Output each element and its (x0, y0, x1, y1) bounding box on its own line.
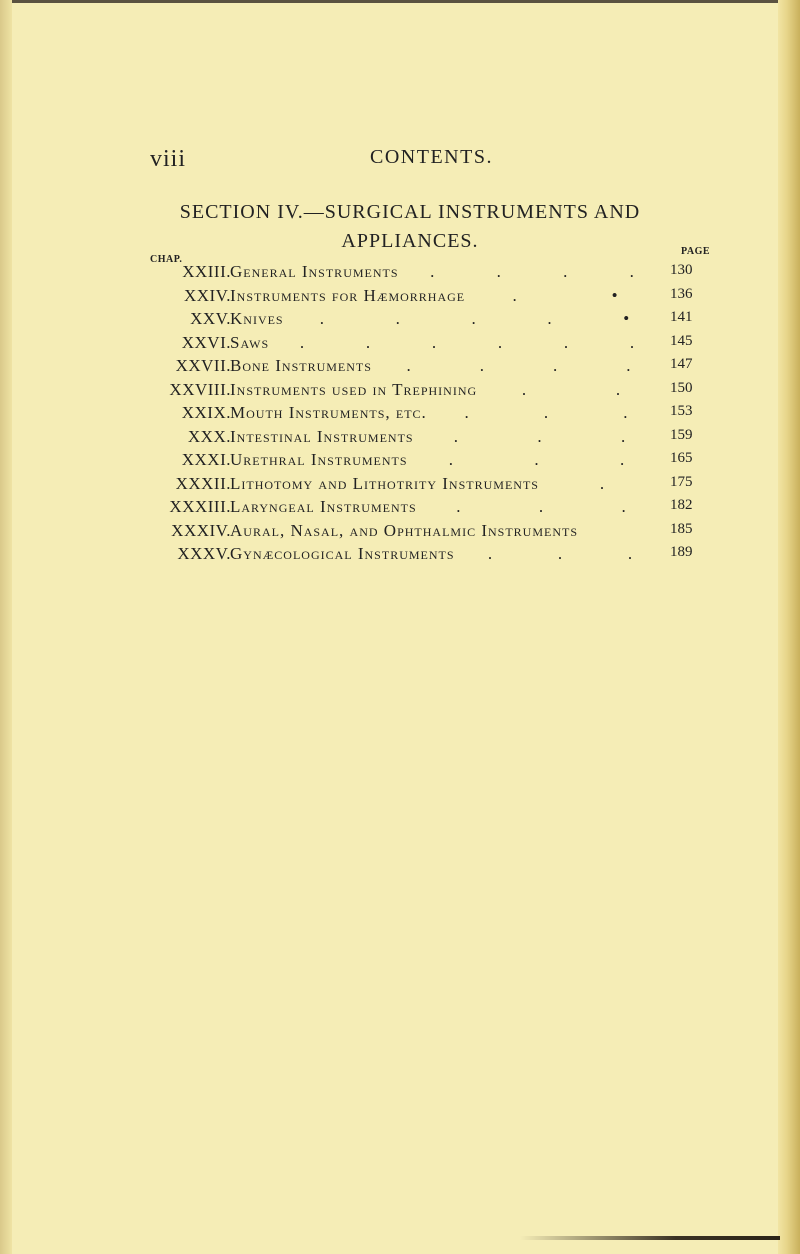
toc-entry (140, 403, 700, 427)
leader-dot: . (453, 426, 458, 446)
leader-dot: . (456, 497, 461, 516)
chap-column-header: CHAP. (150, 254, 183, 265)
page-number: 136 (670, 285, 693, 302)
leader-dot: . (319, 309, 325, 328)
section-title (140, 198, 680, 256)
leader-dot: • (623, 309, 630, 328)
leader-dot: . (487, 544, 493, 563)
leader-dot: • (611, 285, 618, 305)
dot-leaders (455, 544, 665, 564)
leader-dot: . (464, 403, 469, 422)
leader-dot: . (627, 544, 633, 563)
leader-dot: . (537, 426, 542, 446)
toc-entry (140, 544, 700, 568)
dot-leaders (269, 333, 665, 353)
chapter-number: XXIX. (181, 403, 231, 422)
dot-leaders (372, 356, 665, 376)
leader-dot: . (406, 356, 411, 375)
toc-entry (140, 333, 700, 357)
chapter-title: Bone Instruments (230, 356, 372, 375)
toc-entry (140, 380, 700, 404)
leader-dot: . (557, 544, 563, 563)
chapter-title: Instruments used in Trephining (230, 379, 478, 399)
leader-dot: . (431, 332, 437, 352)
leader-dot: . (543, 403, 549, 422)
page-number: 185 (670, 520, 693, 537)
toc-entry (140, 450, 700, 474)
page-column-header: PAGE (681, 246, 711, 257)
page-number: 145 (670, 332, 693, 349)
leader-dot: . (563, 332, 569, 352)
leader-dot: . (448, 450, 453, 469)
leader-dot: . (599, 473, 605, 493)
leader-dot: . (497, 332, 503, 352)
page-number: 182 (670, 497, 693, 513)
chapter-title: Mouth Instruments, etc. (230, 403, 427, 422)
chapter-title: Aural, Nasal, and Ophthalmic Instruments (230, 520, 579, 540)
leader-dot: . (553, 356, 558, 375)
dot-leaders (477, 380, 665, 400)
page-number: 150 (670, 379, 693, 396)
page-number: 147 (670, 356, 693, 372)
leader-dot: . (471, 309, 476, 328)
chapter-number: XXXII. (175, 473, 231, 493)
chapter-number: XXVII. (175, 356, 231, 375)
toc-entry (140, 356, 700, 380)
leader-dot: . (496, 262, 501, 281)
page-number: 165 (670, 450, 693, 466)
dot-leaders (427, 403, 665, 423)
chapter-number: XXXI. (181, 450, 231, 469)
dot-leaders (408, 450, 665, 470)
chapter-title: Laryngeal Instruments (230, 497, 417, 516)
page-number: 130 (670, 262, 693, 278)
chapter-number: XXVI. (181, 332, 231, 352)
page-number: 153 (670, 403, 693, 419)
leader-dot: . (623, 403, 628, 422)
chapter-number: XXIII. (182, 262, 231, 281)
leader-dot: . (479, 356, 484, 375)
chapter-number: XXVIII. (169, 379, 231, 399)
chapter-number: XXXIV. (171, 520, 231, 540)
dot-leaders (414, 427, 665, 447)
leader-dot: . (626, 356, 631, 375)
toc-entry (140, 521, 700, 545)
section-title-line-2: APPLIANCES. (341, 230, 479, 252)
page-number: 159 (670, 426, 693, 443)
page-left-edge (0, 0, 12, 1254)
leader-dot: . (521, 379, 527, 399)
chapter-title: Lithotomy and Lithotrity Instruments (230, 473, 539, 493)
running-title: CONTENTS. (370, 146, 493, 168)
leader-dot: . (620, 450, 625, 469)
chapter-title: General Instruments (230, 262, 399, 281)
leader-dot: . (547, 309, 552, 328)
leader-dot: . (534, 450, 539, 469)
page-bottom-shadow (520, 1236, 780, 1240)
page-number: 141 (670, 309, 693, 325)
page-top-edge (0, 0, 800, 3)
chapter-number: XXX. (187, 426, 231, 446)
section-title-line-1: SECTION IV.—SURGICAL INSTRUMENTS AND (179, 201, 641, 223)
leader-dot: . (629, 262, 634, 281)
leader-dot: . (615, 379, 621, 399)
dot-leaders (417, 497, 665, 517)
dot-leaders (284, 309, 665, 329)
page-number: 189 (670, 544, 693, 560)
toc-entry (140, 497, 700, 521)
running-head (150, 146, 710, 176)
chapter-title: Intestinal Instruments (230, 426, 414, 446)
leader-dot: . (621, 426, 626, 446)
page-folio: viii (150, 146, 187, 172)
chapter-number: XXIV. (183, 285, 231, 305)
chapter-title: Knives (230, 309, 284, 328)
toc-entry (140, 262, 700, 286)
dot-leaders (399, 262, 665, 282)
leader-dot: . (299, 332, 305, 352)
page-number: 175 (670, 473, 693, 490)
toc-entry (140, 427, 700, 451)
toc-entry (140, 309, 700, 333)
page-right-edge (778, 0, 800, 1254)
leader-dot: . (538, 497, 544, 516)
chapter-number: XXXV. (177, 544, 231, 563)
dot-leaders (465, 286, 665, 306)
chapter-title: Urethral Instruments (230, 450, 408, 469)
leader-dot: . (430, 262, 435, 281)
toc-entry (140, 286, 700, 310)
table-of-contents (140, 262, 700, 568)
leader-dot: . (621, 497, 626, 516)
leader-dot: . (365, 332, 371, 352)
chapter-number: XXV. (190, 309, 231, 328)
chapter-title: Instruments for Hæmorrhage (230, 285, 466, 305)
toc-entry (140, 474, 700, 498)
dot-leaders (539, 474, 665, 494)
leader-dot: . (563, 262, 568, 281)
leader-dot: . (629, 332, 635, 352)
chapter-number: XXXIII. (169, 497, 231, 516)
chapter-title: Saws (230, 332, 270, 352)
leader-dot: . (395, 309, 400, 328)
chapter-title: Gynæcological Instruments (230, 544, 455, 563)
leader-dot: . (512, 285, 517, 305)
